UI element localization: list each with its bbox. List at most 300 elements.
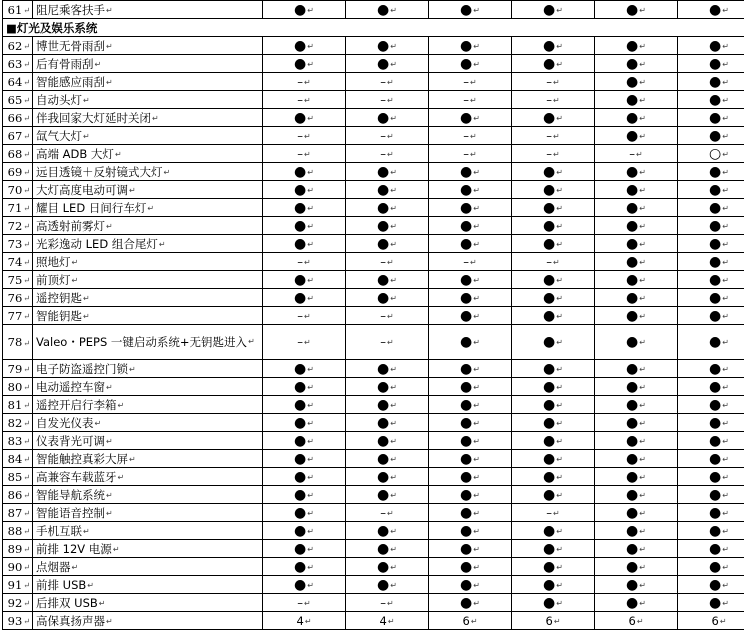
- trim-value-cell: ●↵: [678, 73, 744, 91]
- trim-value-cell: ●↵: [678, 217, 744, 235]
- trim-value-cell: ●↵: [429, 396, 512, 414]
- trim-value-cell: ●↵: [429, 217, 512, 235]
- trim-value-cell: ●↵: [512, 576, 595, 594]
- spec-table-body: [3, 1, 744, 630]
- trim-value-cell: ●↵: [346, 199, 429, 217]
- table-row: [3, 540, 744, 558]
- feature-name: 前顶灯↵: [33, 271, 263, 289]
- table-row: [3, 432, 744, 450]
- table-row: [3, 91, 744, 109]
- trim-value-cell: ●↵: [678, 576, 744, 594]
- feature-name: 高保真扬声器↵: [33, 612, 263, 630]
- row-number: 74↵: [3, 253, 33, 271]
- table-row: [3, 468, 744, 486]
- trim-value-cell: ●↵: [346, 217, 429, 235]
- trim-value-cell: ●↵: [512, 594, 595, 612]
- trim-value-cell: ●↵: [346, 450, 429, 468]
- trim-value-cell: –↵: [263, 145, 346, 163]
- trim-value-cell: ●↵: [512, 414, 595, 432]
- trim-value-cell: ●↵: [678, 414, 744, 432]
- section-title: ■灯光及娱乐系统: [3, 19, 744, 37]
- trim-value-cell: ●↵: [263, 522, 346, 540]
- trim-value-cell: ●↵: [678, 594, 744, 612]
- table-row: [3, 289, 744, 307]
- trim-value-cell: ●↵: [678, 235, 744, 253]
- trim-value-cell: ●↵: [595, 414, 678, 432]
- table-row: [3, 235, 744, 253]
- table-row: [3, 576, 744, 594]
- feature-name: 遥控钥匙↵: [33, 289, 263, 307]
- trim-value-cell: –↵: [595, 145, 678, 163]
- row-number: 62↵: [3, 37, 33, 55]
- trim-value-cell: ●↵: [429, 55, 512, 73]
- trim-value-cell: ●↵: [429, 289, 512, 307]
- trim-value-cell: ●↵: [595, 217, 678, 235]
- row-number: 88↵: [3, 522, 33, 540]
- trim-value-cell: ●↵: [429, 37, 512, 55]
- trim-value-cell: 6↵: [429, 612, 512, 630]
- trim-value-cell: ●↵: [263, 468, 346, 486]
- trim-value-cell: ●↵: [429, 1, 512, 19]
- trim-value-cell: ●↵: [512, 450, 595, 468]
- feature-name: 自动头灯↵: [33, 91, 263, 109]
- trim-value-cell: ●↵: [512, 558, 595, 576]
- trim-value-cell: ●↵: [678, 109, 744, 127]
- table-row: [3, 396, 744, 414]
- trim-value-cell: ●↵: [595, 73, 678, 91]
- trim-value-cell: ●↵: [678, 37, 744, 55]
- trim-value-cell: ●↵: [263, 450, 346, 468]
- trim-value-cell: ●↵: [512, 163, 595, 181]
- trim-value-cell: ●↵: [595, 91, 678, 109]
- trim-value-cell: ●↵: [346, 576, 429, 594]
- table-row: [3, 163, 744, 181]
- trim-value-cell: ●↵: [678, 558, 744, 576]
- trim-value-cell: ●↵: [263, 504, 346, 522]
- row-number: 89↵: [3, 540, 33, 558]
- row-number: 69↵: [3, 163, 33, 181]
- trim-value-cell: ●↵: [263, 271, 346, 289]
- trim-value-cell: –↵: [429, 253, 512, 271]
- trim-value-cell: ●↵: [263, 378, 346, 396]
- feature-name: 智能语音控制↵: [33, 504, 263, 522]
- trim-value-cell: ●↵: [263, 37, 346, 55]
- trim-value-cell: ●↵: [346, 163, 429, 181]
- trim-value-cell: ●↵: [678, 325, 744, 360]
- trim-value-cell: ●↵: [429, 378, 512, 396]
- trim-value-cell: ●↵: [263, 199, 346, 217]
- trim-value-cell: –↵: [263, 307, 346, 325]
- table-row: [3, 271, 744, 289]
- trim-value-cell: ●↵: [263, 1, 346, 19]
- trim-value-cell: ●↵: [678, 55, 744, 73]
- feature-name: 仪表背光可调↵: [33, 432, 263, 450]
- trim-value-cell: ●↵: [595, 486, 678, 504]
- trim-value-cell: ●↵: [678, 127, 744, 145]
- trim-value-cell: ●↵: [678, 504, 744, 522]
- feature-name: 博世无骨雨刮↵: [33, 37, 263, 55]
- trim-value-cell: ●↵: [346, 37, 429, 55]
- trim-value-cell: ●↵: [429, 486, 512, 504]
- trim-value-cell: ●↵: [512, 468, 595, 486]
- trim-value-cell: –↵: [512, 91, 595, 109]
- table-row: [3, 360, 744, 378]
- row-number: 81↵: [3, 396, 33, 414]
- feature-name: 光彩逸动 LED 组合尾灯↵: [33, 235, 263, 253]
- feature-name: Valeo・PEPS 一键启动系统+无钥匙进入↵: [33, 325, 263, 360]
- row-number: 79↵: [3, 360, 33, 378]
- trim-value-cell: ●↵: [346, 271, 429, 289]
- trim-value-cell: ●↵: [595, 127, 678, 145]
- trim-value-cell: ●↵: [429, 504, 512, 522]
- feature-name: 高端 ADB 大灯↵: [33, 145, 263, 163]
- trim-value-cell: ●↵: [429, 558, 512, 576]
- row-number: 72↵: [3, 217, 33, 235]
- feature-name: 智能钥匙↵: [33, 307, 263, 325]
- row-number: 90↵: [3, 558, 33, 576]
- row-number: 77↵: [3, 307, 33, 325]
- feature-name: 高透射前雾灯↵: [33, 217, 263, 235]
- trim-value-cell: –↵: [346, 73, 429, 91]
- trim-value-cell: ●↵: [263, 396, 346, 414]
- row-number: 82↵: [3, 414, 33, 432]
- feature-name: 自发光仪表↵: [33, 414, 263, 432]
- trim-value-cell: ●↵: [512, 55, 595, 73]
- row-number: 75↵: [3, 271, 33, 289]
- trim-value-cell: –↵: [263, 91, 346, 109]
- trim-value-cell: ●↵: [595, 307, 678, 325]
- trim-value-cell: –↵: [429, 145, 512, 163]
- trim-value-cell: –↵: [512, 253, 595, 271]
- trim-value-cell: ●↵: [429, 307, 512, 325]
- table-row: [3, 558, 744, 576]
- trim-value-cell: 6↵: [595, 612, 678, 630]
- feature-name: 智能导航系统↵: [33, 486, 263, 504]
- trim-value-cell: ●↵: [595, 199, 678, 217]
- trim-value-cell: ●↵: [678, 307, 744, 325]
- trim-value-cell: –↵: [512, 73, 595, 91]
- trim-value-cell: ●↵: [346, 55, 429, 73]
- feature-name: 前排 12V 电源↵: [33, 540, 263, 558]
- trim-value-cell: ●↵: [678, 181, 744, 199]
- trim-value-cell: –↵: [429, 127, 512, 145]
- trim-value-cell: ●↵: [512, 289, 595, 307]
- trim-value-cell: ●↵: [263, 576, 346, 594]
- row-number: 85↵: [3, 468, 33, 486]
- trim-value-cell: ●↵: [595, 432, 678, 450]
- row-number: 91↵: [3, 576, 33, 594]
- feature-name: 远目透镜＋反射镜式大灯↵: [33, 163, 263, 181]
- trim-value-cell: ●↵: [595, 181, 678, 199]
- trim-value-cell: –↵: [346, 325, 429, 360]
- table-row: [3, 145, 744, 163]
- trim-value-cell: ●↵: [429, 540, 512, 558]
- trim-value-cell: ●↵: [263, 217, 346, 235]
- row-number: 66↵: [3, 109, 33, 127]
- trim-value-cell: ●↵: [346, 540, 429, 558]
- trim-value-cell: ●↵: [263, 163, 346, 181]
- trim-value-cell: ●↵: [678, 163, 744, 181]
- trim-value-cell: ●↵: [263, 289, 346, 307]
- trim-value-cell: ●↵: [595, 289, 678, 307]
- trim-value-cell: ●↵: [678, 486, 744, 504]
- trim-value-cell: ●↵: [512, 181, 595, 199]
- trim-value-cell: ●↵: [263, 432, 346, 450]
- row-number: 65↵: [3, 91, 33, 109]
- table-row: [3, 253, 744, 271]
- feature-name: 前排 USB↵: [33, 576, 263, 594]
- trim-value-cell: 6↵: [678, 612, 744, 630]
- table-row: [3, 594, 744, 612]
- trim-value-cell: ●↵: [595, 325, 678, 360]
- trim-value-cell: 6↵: [512, 612, 595, 630]
- row-number: 87↵: [3, 504, 33, 522]
- trim-value-cell: ●↵: [595, 109, 678, 127]
- trim-value-cell: ●↵: [678, 271, 744, 289]
- trim-value-cell: ●↵: [512, 360, 595, 378]
- feature-name: 手机互联↵: [33, 522, 263, 540]
- feature-name: 智能触控真彩大屏↵: [33, 450, 263, 468]
- trim-value-cell: ●↵: [263, 360, 346, 378]
- row-number: 64↵: [3, 73, 33, 91]
- feature-name: 点烟器↵: [33, 558, 263, 576]
- trim-value-cell: ●↵: [429, 271, 512, 289]
- trim-value-cell: 4↵: [346, 612, 429, 630]
- trim-value-cell: ●↵: [678, 396, 744, 414]
- trim-value-cell: ●↵: [429, 450, 512, 468]
- trim-value-cell: ●↵: [263, 558, 346, 576]
- trim-value-cell: ●↵: [346, 522, 429, 540]
- trim-value-cell: ●↵: [595, 450, 678, 468]
- trim-value-cell: –↵: [346, 253, 429, 271]
- trim-value-cell: ●↵: [263, 414, 346, 432]
- trim-value-cell: –↵: [346, 594, 429, 612]
- trim-value-cell: ●↵: [595, 396, 678, 414]
- trim-value-cell: ●↵: [678, 289, 744, 307]
- trim-value-cell: ●↵: [346, 432, 429, 450]
- trim-value-cell: ●↵: [678, 522, 744, 540]
- row-number: 73↵: [3, 235, 33, 253]
- trim-value-cell: ●↵: [595, 558, 678, 576]
- trim-value-cell: ●↵: [678, 432, 744, 450]
- row-number: 80↵: [3, 378, 33, 396]
- trim-value-cell: ●↵: [595, 576, 678, 594]
- trim-value-cell: ●↵: [429, 109, 512, 127]
- trim-value-cell: ●↵: [595, 468, 678, 486]
- trim-value-cell: ●↵: [595, 378, 678, 396]
- row-number: 68↵: [3, 145, 33, 163]
- trim-value-cell: ●↵: [512, 522, 595, 540]
- table-row: [3, 55, 744, 73]
- trim-value-cell: –↵: [346, 307, 429, 325]
- spec-table: [2, 0, 744, 630]
- trim-value-cell: ●↵: [512, 325, 595, 360]
- trim-value-cell: ●↵: [595, 360, 678, 378]
- trim-value-cell: ●↵: [595, 163, 678, 181]
- trim-value-cell: ●↵: [512, 37, 595, 55]
- feature-name: 后有骨雨刮↵: [33, 55, 263, 73]
- trim-value-cell: ●↵: [512, 396, 595, 414]
- trim-value-cell: ●↵: [429, 468, 512, 486]
- trim-value-cell: ●↵: [512, 1, 595, 19]
- feature-name: 伴我回家大灯延时关闭↵: [33, 109, 263, 127]
- feature-name: 阻尼乘客扶手↵: [33, 1, 263, 19]
- row-number: 76↵: [3, 289, 33, 307]
- feature-name: 电子防盗遥控门锁↵: [33, 360, 263, 378]
- trim-value-cell: ●↵: [429, 594, 512, 612]
- trim-value-cell: ●↵: [429, 576, 512, 594]
- trim-value-cell: ●↵: [263, 55, 346, 73]
- trim-value-cell: ●↵: [429, 235, 512, 253]
- section-header-row: [3, 19, 744, 37]
- trim-value-cell: ●↵: [346, 181, 429, 199]
- trim-value-cell: ●↵: [678, 1, 744, 19]
- trim-value-cell: –↵: [263, 127, 346, 145]
- trim-value-cell: ●↵: [429, 199, 512, 217]
- trim-value-cell: ●↵: [346, 396, 429, 414]
- trim-value-cell: –↵: [346, 91, 429, 109]
- row-number: 93↵: [3, 612, 33, 630]
- trim-value-cell: –↵: [346, 145, 429, 163]
- trim-value-cell: ●↵: [512, 378, 595, 396]
- trim-value-cell: –↵: [346, 127, 429, 145]
- feature-name: 大灯高度电动可调↵: [33, 181, 263, 199]
- trim-value-cell: ●↵: [346, 486, 429, 504]
- trim-value-cell: ●↵: [595, 522, 678, 540]
- trim-value-cell: –↵: [512, 504, 595, 522]
- table-row: [3, 181, 744, 199]
- trim-value-cell: ●↵: [678, 450, 744, 468]
- table-row: [3, 486, 744, 504]
- row-number: 71↵: [3, 199, 33, 217]
- trim-value-cell: –↵: [429, 91, 512, 109]
- trim-value-cell: ●↵: [595, 253, 678, 271]
- table-row: [3, 522, 744, 540]
- row-number: 67↵: [3, 127, 33, 145]
- trim-value-cell: –↵: [263, 594, 346, 612]
- trim-value-cell: ●↵: [429, 181, 512, 199]
- row-number: 78↵: [3, 325, 33, 360]
- feature-name: 高兼容车载蓝牙↵: [33, 468, 263, 486]
- table-row: [3, 73, 744, 91]
- trim-value-cell: ●↵: [263, 181, 346, 199]
- trim-value-cell: ●↵: [678, 540, 744, 558]
- trim-value-cell: ●↵: [429, 360, 512, 378]
- trim-value-cell: ●↵: [678, 199, 744, 217]
- trim-value-cell: ●↵: [346, 109, 429, 127]
- feature-name: 电动遥控车窗↵: [33, 378, 263, 396]
- table-row: [3, 1, 744, 19]
- trim-value-cell: ●↵: [595, 540, 678, 558]
- table-row: [3, 450, 744, 468]
- table-row: [3, 378, 744, 396]
- trim-value-cell: ●↵: [263, 235, 346, 253]
- trim-value-cell: ●↵: [512, 109, 595, 127]
- table-row: [3, 325, 744, 360]
- feature-name: 氙气大灯↵: [33, 127, 263, 145]
- trim-value-cell: ●↵: [429, 414, 512, 432]
- trim-value-cell: ●↵: [678, 91, 744, 109]
- trim-value-cell: –↵: [263, 253, 346, 271]
- trim-value-cell: ●↵: [595, 1, 678, 19]
- trim-value-cell: ●↵: [346, 235, 429, 253]
- trim-value-cell: ●↵: [512, 432, 595, 450]
- trim-value-cell: ●↵: [512, 217, 595, 235]
- trim-value-cell: ●↵: [512, 540, 595, 558]
- trim-value-cell: –↵: [263, 325, 346, 360]
- table-row: [3, 199, 744, 217]
- table-row: [3, 504, 744, 522]
- row-number: 63↵: [3, 55, 33, 73]
- trim-value-cell: ●↵: [429, 522, 512, 540]
- trim-value-cell: ●↵: [678, 468, 744, 486]
- trim-value-cell: ●↵: [512, 486, 595, 504]
- trim-value-cell: ●↵: [346, 360, 429, 378]
- trim-value-cell: ●↵: [678, 378, 744, 396]
- table-row: [3, 127, 744, 145]
- table-row: [3, 217, 744, 235]
- trim-value-cell: ●↵: [595, 37, 678, 55]
- row-number: 86↵: [3, 486, 33, 504]
- trim-value-cell: ●↵: [263, 109, 346, 127]
- row-number: 61↵: [3, 1, 33, 19]
- trim-value-cell: ●↵: [678, 360, 744, 378]
- trim-value-cell: 4↵: [263, 612, 346, 630]
- trim-value-cell: ●↵: [263, 540, 346, 558]
- trim-value-cell: ●↵: [512, 271, 595, 289]
- trim-value-cell: ○↵: [678, 145, 744, 163]
- trim-value-cell: ●↵: [346, 1, 429, 19]
- trim-value-cell: ●↵: [678, 253, 744, 271]
- trim-value-cell: ●↵: [346, 468, 429, 486]
- trim-value-cell: ●↵: [429, 432, 512, 450]
- table-row: [3, 612, 744, 630]
- trim-value-cell: ●↵: [595, 55, 678, 73]
- table-row: [3, 37, 744, 55]
- trim-value-cell: –↵: [346, 504, 429, 522]
- trim-value-cell: –↵: [512, 145, 595, 163]
- trim-value-cell: ●↵: [429, 325, 512, 360]
- table-row: [3, 414, 744, 432]
- trim-value-cell: ●↵: [346, 289, 429, 307]
- row-number: 83↵: [3, 432, 33, 450]
- trim-value-cell: ●↵: [429, 163, 512, 181]
- trim-value-cell: ●↵: [512, 199, 595, 217]
- feature-name: 照地灯↵: [33, 253, 263, 271]
- trim-value-cell: ●↵: [346, 558, 429, 576]
- trim-value-cell: ●↵: [512, 235, 595, 253]
- feature-name: 遥控开启行李箱↵: [33, 396, 263, 414]
- trim-value-cell: ●↵: [346, 378, 429, 396]
- feature-name: 耀目 LED 日间行车灯↵: [33, 199, 263, 217]
- row-number: 84↵: [3, 450, 33, 468]
- trim-value-cell: ●↵: [595, 271, 678, 289]
- table-row: [3, 109, 744, 127]
- trim-value-cell: ●↵: [263, 486, 346, 504]
- trim-value-cell: ●↵: [346, 414, 429, 432]
- trim-value-cell: –↵: [429, 73, 512, 91]
- trim-value-cell: ●↵: [595, 235, 678, 253]
- row-number: 92↵: [3, 594, 33, 612]
- trim-value-cell: ●↵: [595, 504, 678, 522]
- trim-value-cell: ●↵: [595, 594, 678, 612]
- feature-name: 智能感应雨刮↵: [33, 73, 263, 91]
- feature-name: 后排双 USB↵: [33, 594, 263, 612]
- trim-value-cell: ●↵: [512, 307, 595, 325]
- trim-value-cell: –↵: [512, 127, 595, 145]
- trim-value-cell: –↵: [263, 73, 346, 91]
- row-number: 70↵: [3, 181, 33, 199]
